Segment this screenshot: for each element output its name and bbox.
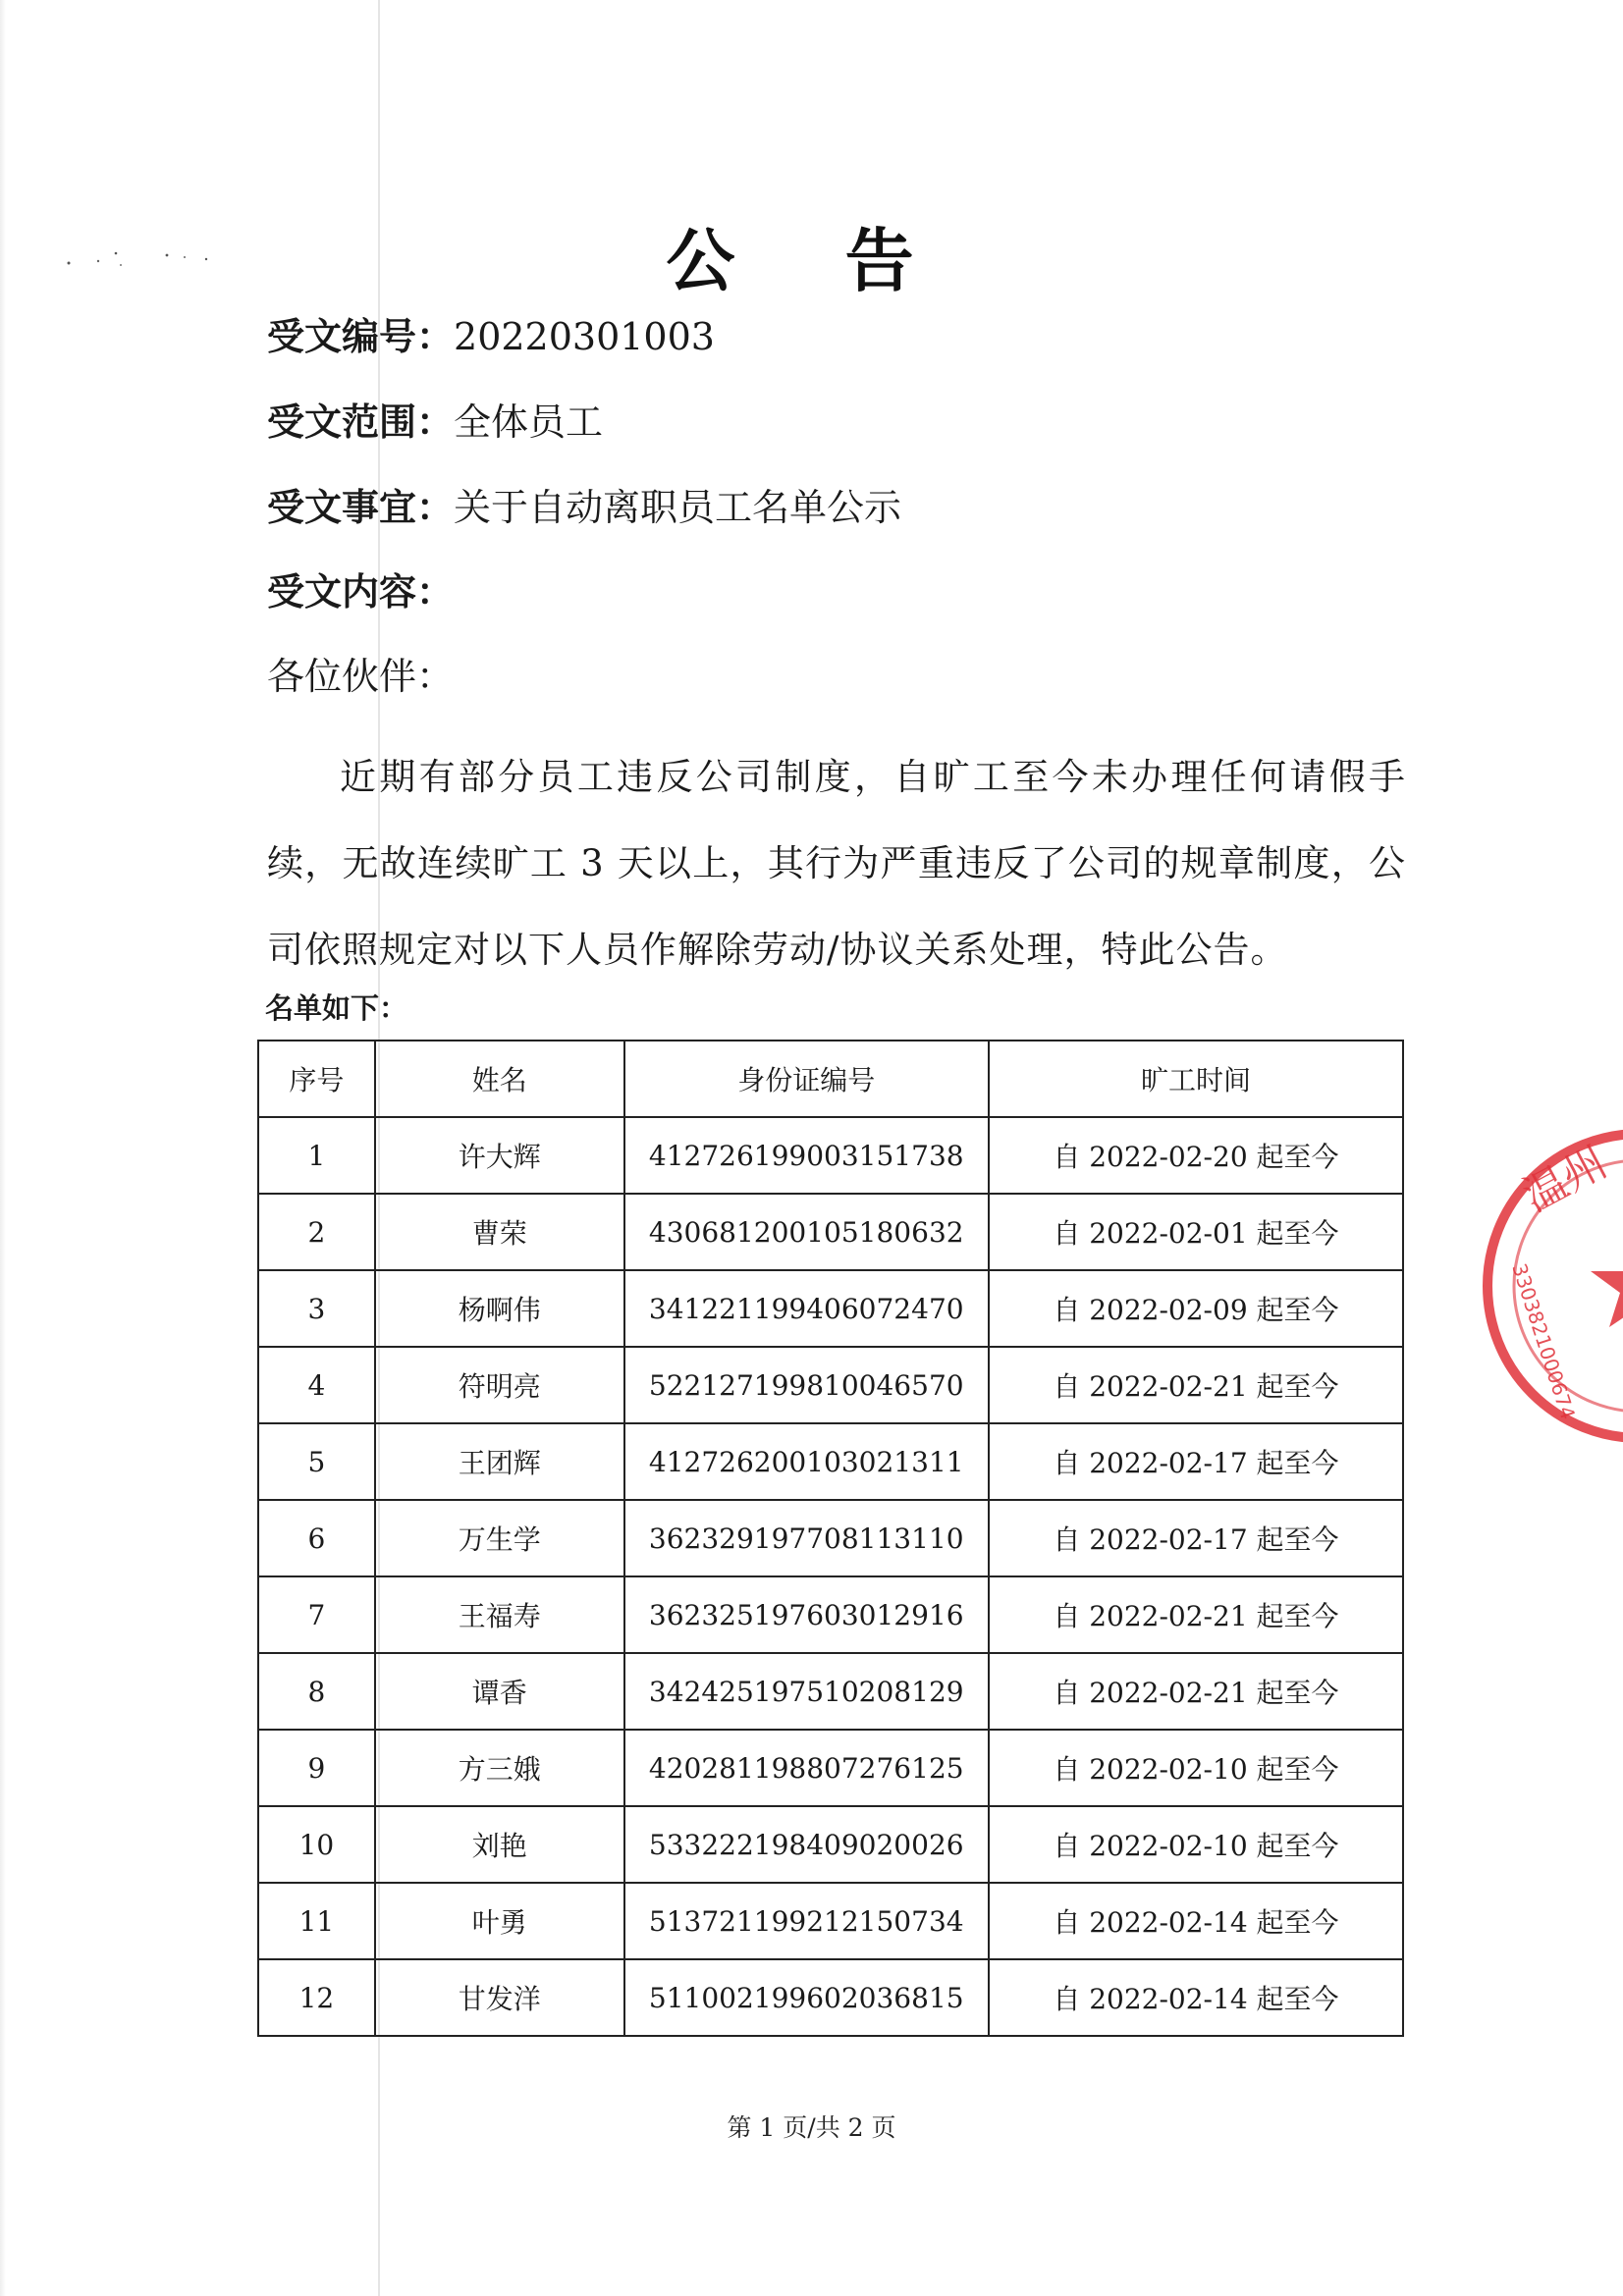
cell-no: 8 <box>258 1653 375 1730</box>
cell-name: 万生学 <box>375 1500 624 1576</box>
header-name: 姓名 <box>375 1041 624 1117</box>
seal-star-icon <box>1591 1237 1623 1327</box>
subject-row <box>267 483 901 532</box>
company-seal <box>1473 1119 1623 1453</box>
cell-name: 王福寿 <box>375 1576 624 1653</box>
cell-name: 谭香 <box>375 1653 624 1730</box>
table-row <box>258 1653 1403 1730</box>
table-row <box>258 1576 1403 1653</box>
employee-table <box>257 1040 1404 2037</box>
cell-absence: 自 2022-02-14 起至今 <box>989 1959 1403 2036</box>
scope-row <box>267 398 603 447</box>
salutation <box>267 652 454 701</box>
seal-text-top: 温州 <box>1515 1137 1615 1222</box>
subject-value: 关于自动离职员工名单公示 <box>454 486 902 529</box>
doc-number-label: 受文编号： <box>267 314 455 358</box>
cell-id: 513721199212150734 <box>624 1883 989 1959</box>
cell-id: 342425197510208129 <box>624 1653 989 1730</box>
table-row <box>258 1730 1403 1806</box>
cell-absence: 自 2022-02-10 起至今 <box>989 1806 1403 1883</box>
cell-name: 杨啊伟 <box>375 1270 624 1347</box>
content-row <box>267 567 454 616</box>
content-label: 受文内容： <box>267 569 455 614</box>
scope-label: 受文范围： <box>267 400 455 444</box>
cell-name: 曹荣 <box>375 1194 624 1270</box>
cell-absence: 自 2022-02-17 起至今 <box>989 1500 1403 1576</box>
subject-label: 受文事宜： <box>267 485 455 529</box>
cell-name: 符明亮 <box>375 1347 624 1423</box>
list-label: 名单如下： <box>265 991 408 1025</box>
header-no: 序号 <box>258 1041 375 1117</box>
table-row <box>258 1194 1403 1270</box>
header-absence: 旷工时间 <box>989 1041 1403 1117</box>
table-row <box>258 1883 1403 1959</box>
table-row <box>258 1347 1403 1423</box>
cell-no: 2 <box>258 1194 375 1270</box>
cell-name: 方三娥 <box>375 1730 624 1806</box>
page-footer: 第 1 页/共 2 页 <box>727 2113 896 2142</box>
cell-no: 5 <box>258 1423 375 1500</box>
cell-id: 362329197708113110 <box>624 1500 989 1576</box>
cell-absence: 自 2022-02-21 起至今 <box>989 1576 1403 1653</box>
doc-number-row <box>267 312 715 361</box>
cell-absence: 自 2022-02-10 起至今 <box>989 1730 1403 1806</box>
scope-value: 全体员工 <box>454 400 604 444</box>
table-body <box>258 1117 1403 2036</box>
cell-no: 11 <box>258 1883 375 1959</box>
table-header-row <box>258 1041 1403 1117</box>
cell-no: 6 <box>258 1500 375 1576</box>
cell-id: 430681200105180632 <box>624 1194 989 1270</box>
cell-absence: 自 2022-02-20 起至今 <box>989 1117 1403 1194</box>
cell-absence: 自 2022-02-09 起至今 <box>989 1270 1403 1347</box>
table-row <box>258 1959 1403 2036</box>
cell-id: 341221199406072470 <box>624 1270 989 1347</box>
body-paragraph: 近期有部分员工违反公司制度，自旷工至今未办理任何请假手续，无故连续旷工 3 天以上，其行为严重违反了公司的规章制度，公司依照规定对以下人员作解除劳动/协议关系处理，特此公告。 <box>267 756 1406 971</box>
page-title: 公 告 <box>666 220 957 301</box>
header-id: 身份证编号 <box>624 1041 989 1117</box>
cell-absence: 自 2022-02-01 起至今 <box>989 1194 1403 1270</box>
scan-edge <box>0 0 6 2296</box>
cell-id: 420281198807276125 <box>624 1730 989 1806</box>
cell-name: 甘发洋 <box>375 1959 624 2036</box>
cell-no: 7 <box>258 1576 375 1653</box>
cell-id: 412726200103021311 <box>624 1423 989 1500</box>
cell-id: 362325197603012916 <box>624 1576 989 1653</box>
table-row <box>258 1117 1403 1194</box>
cell-no: 4 <box>258 1347 375 1423</box>
cell-no: 3 <box>258 1270 375 1347</box>
cell-no: 1 <box>258 1117 375 1194</box>
cell-name: 王团辉 <box>375 1423 624 1500</box>
cell-id: 511002199602036815 <box>624 1959 989 2036</box>
table-row <box>258 1500 1403 1576</box>
doc-number-value: 20220301003 <box>454 315 715 358</box>
cell-absence: 自 2022-02-21 起至今 <box>989 1347 1403 1423</box>
cell-no: 10 <box>258 1806 375 1883</box>
cell-name: 许大辉 <box>375 1117 624 1194</box>
table-row <box>258 1806 1403 1883</box>
seal-number: 3303821000674 <box>1507 1260 1581 1422</box>
cell-absence: 自 2022-02-14 起至今 <box>989 1883 1403 1959</box>
table-row <box>258 1270 1403 1347</box>
cell-no: 12 <box>258 1959 375 2036</box>
cell-absence: 自 2022-02-21 起至今 <box>989 1653 1403 1730</box>
cell-id: 522127199810046570 <box>624 1347 989 1423</box>
cell-id: 533222198409020026 <box>624 1806 989 1883</box>
cell-name: 刘艳 <box>375 1806 624 1883</box>
cell-no: 9 <box>258 1730 375 1806</box>
table-row <box>258 1423 1403 1500</box>
cell-name: 叶勇 <box>375 1883 624 1959</box>
cell-id: 412726199003151738 <box>624 1117 989 1194</box>
salutation-text: 各位伙伴： <box>267 655 455 698</box>
cell-absence: 自 2022-02-17 起至今 <box>989 1423 1403 1500</box>
